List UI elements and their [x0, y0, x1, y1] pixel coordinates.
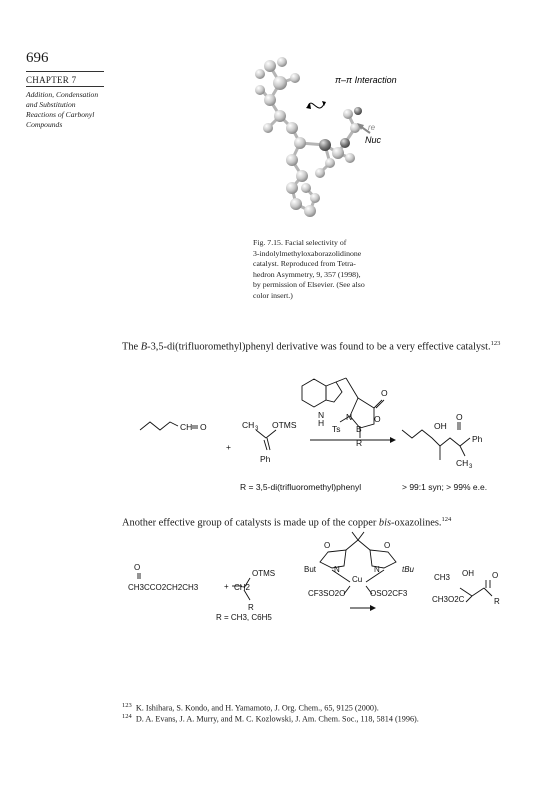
- product-o: O: [456, 412, 463, 422]
- chapter-subtitle-line: Addition, Condensation: [26, 90, 99, 99]
- caption-line: hedron Asymmetry, 9, 357 (1998),: [253, 269, 361, 279]
- cat-cu: Cu: [352, 575, 363, 584]
- paragraph-1: The B-3,5-di(trifluoromethyl)phenyl derivative was found to be a very effective catalyst.$^{123}$: [122, 340, 501, 353]
- figure-caption: [253, 238, 385, 302]
- catalyst-ring-o: O: [374, 414, 381, 424]
- caption-line: by permission of Elsevier. (See also: [253, 280, 365, 290]
- chapter-subtitle-line: Reactions of Carbonyl: [26, 110, 95, 119]
- cat-o2: O: [384, 541, 391, 550]
- header-rule-bottom: [26, 86, 104, 87]
- ref-124: 124: [441, 516, 452, 523]
- product-oh: OH: [434, 421, 447, 431]
- footnote-123: $^{123}$ K. Ishihara, S. Kondo, and H. Yamamoto, J. Org. Chem., 65, 9125 (2000).: [122, 702, 379, 713]
- chapter-subtitle-line: and Substitution: [26, 100, 76, 109]
- catalyst-n: N: [346, 412, 353, 422]
- svg-text:3: 3: [255, 426, 259, 432]
- boron-italic: B: [140, 341, 148, 353]
- interaction-label: π–π Interaction: [335, 75, 397, 85]
- header-rule-top: [26, 71, 104, 72]
- paragraph-2: Another effective group of catalysts is made up of the copper bis-oxazolines.$^{124}$: [122, 516, 452, 529]
- bis-italic: bis: [378, 517, 392, 529]
- selectivity: > 99:1 syn; > 99% e.e.: [402, 482, 488, 492]
- prod-oh: OH: [462, 569, 474, 578]
- r-definition: R = CH3, C6H5: [216, 613, 272, 622]
- catalyst-ts: Ts: [332, 424, 341, 434]
- chapter-subtitle: [26, 90, 121, 130]
- nuc-label: Nuc: [365, 135, 382, 145]
- r-definition: R = 3,5-di(trifluoromethyl)phenyl: [240, 482, 362, 492]
- ketene-ch3: CH: [242, 420, 255, 430]
- cat-n1: N: [334, 565, 340, 574]
- ref-123: 123: [490, 340, 501, 347]
- ketene-ch2: CH2: [234, 583, 251, 592]
- aldehyde-o: O: [200, 422, 207, 432]
- cat-but: But: [304, 565, 317, 574]
- cat-otf2: OSO2CF3: [370, 589, 408, 598]
- cat-o1: O: [324, 541, 331, 550]
- ketene-otms: OTMS: [252, 569, 276, 578]
- ketene-r: R: [248, 603, 254, 612]
- page-number: 696: [26, 50, 49, 66]
- prod-ester: CH3O2C: [432, 595, 465, 604]
- prod-r: R: [494, 597, 500, 606]
- caption-line: color insert.): [253, 290, 293, 300]
- cat-otf1: CF3SO2O: [308, 589, 346, 598]
- cat-tbu: tBu: [402, 565, 415, 574]
- aldehyde-ch: CH: [180, 422, 193, 432]
- catalyst-carbonyl-o: O: [381, 388, 388, 398]
- ester-o: O: [134, 563, 141, 572]
- prod-ch3: CH3: [434, 573, 451, 582]
- ketene-otms: OTMS: [272, 420, 297, 430]
- cat-n2: N: [374, 565, 380, 574]
- re-label: re: [368, 123, 376, 132]
- product-ch3: CH: [456, 458, 469, 468]
- caption-line: catalyst. Reproduced from Tetra-: [253, 259, 356, 269]
- plus-sign: +: [224, 582, 229, 591]
- catalyst-b: B: [356, 424, 362, 434]
- prod-o: O: [492, 571, 499, 580]
- molecular-model-figure: [240, 48, 410, 233]
- caption-line: 3-indolylmethyloxaborazolidinone: [253, 248, 362, 258]
- product-ph: Ph: [472, 434, 483, 444]
- chapter-subtitle-line: Compounds: [26, 120, 63, 129]
- reaction-scheme-2: [120, 530, 540, 635]
- caption-line: Fig. 7.15. Facial selectivity of: [253, 238, 347, 247]
- chapter-label: CHAPTER 7: [26, 75, 77, 85]
- ester-formula: CH3CCO2CH2CH3: [128, 583, 199, 592]
- indole-h: H: [318, 418, 325, 428]
- reaction-scheme-1: [120, 370, 540, 500]
- catalyst-r: R: [356, 438, 363, 448]
- footnote-124: $^{124}$ D. A. Evans, J. A. Murry, and M. C. Kozlowski, J. Am. Chem. Soc., 118, 5814 (1996).: [122, 713, 419, 724]
- ketene-ph: Ph: [260, 454, 271, 464]
- indole-n: N: [318, 410, 325, 420]
- plus-sign: +: [226, 442, 231, 452]
- svg-text:3: 3: [469, 464, 473, 470]
